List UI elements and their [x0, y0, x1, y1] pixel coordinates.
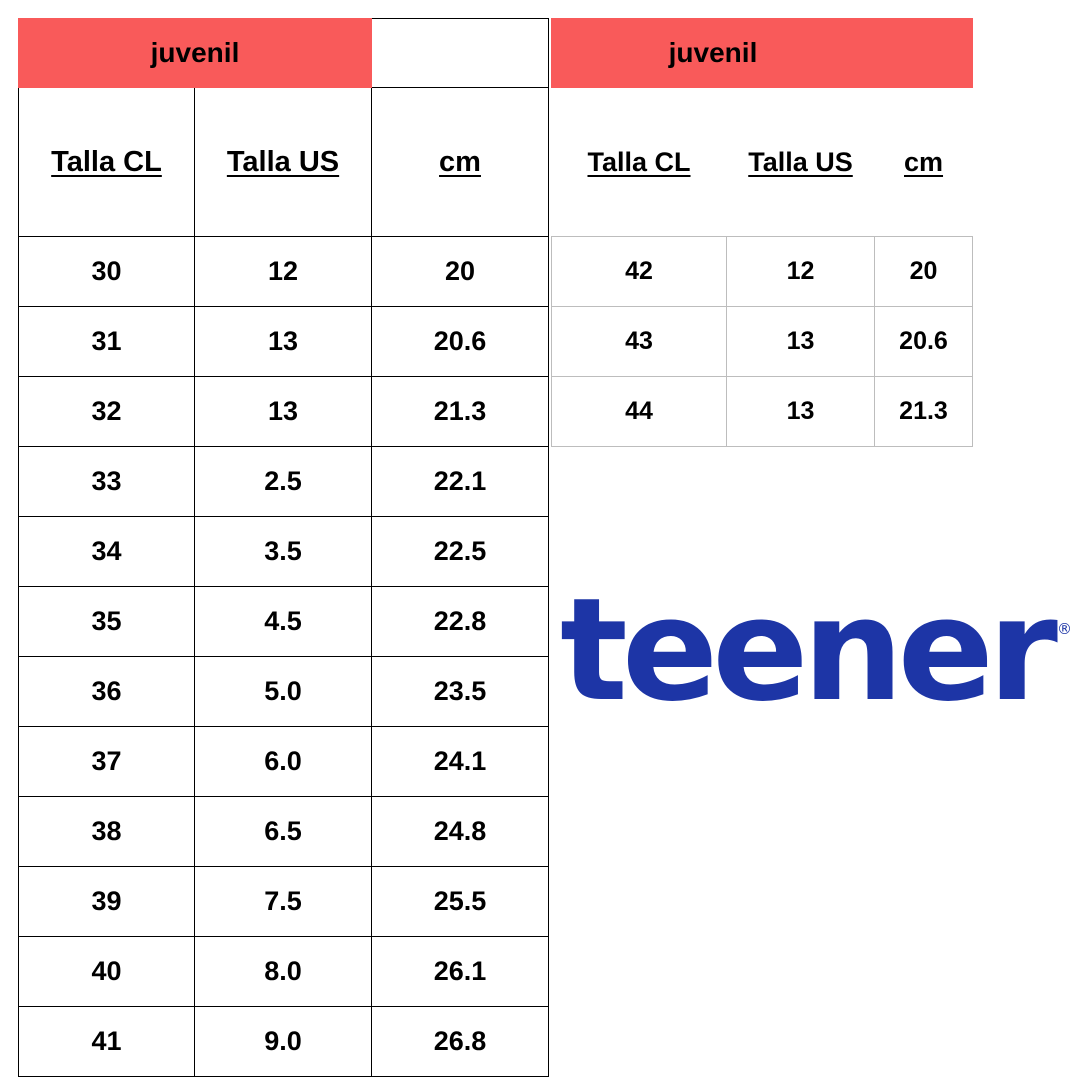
- cell-cm: 20: [372, 237, 549, 307]
- table-row: [19, 867, 549, 937]
- right-col-header-talla-cl: [552, 88, 727, 237]
- cell-cm: 24.8: [372, 797, 549, 867]
- right-col-header-cm: [875, 88, 973, 237]
- cell-talla-cl: 44: [552, 377, 727, 447]
- cell-talla-us: 13: [727, 307, 875, 377]
- size-table-left: [18, 18, 549, 1077]
- cell-talla-cl: 37: [19, 727, 195, 797]
- table-row: [19, 447, 549, 517]
- left-banner-title: juvenil: [19, 19, 372, 88]
- cell-talla-us: 5.0: [195, 657, 372, 727]
- table-row: [552, 19, 973, 88]
- cell-talla-cl: 31: [19, 307, 195, 377]
- left-col-header-talla-cl: [19, 88, 195, 237]
- right-col-header-cm-text: cm: [904, 146, 944, 177]
- cell-talla-us: 3.5: [195, 517, 372, 587]
- cell-talla-cl: 38: [19, 797, 195, 867]
- cell-cm: 25.5: [372, 867, 549, 937]
- cell-talla-cl: 36: [19, 657, 195, 727]
- cell-talla-cl: 30: [19, 237, 195, 307]
- cell-cm: 20: [875, 237, 973, 307]
- cell-talla-cl: 39: [19, 867, 195, 937]
- right-banner-blank: [875, 19, 973, 88]
- table-row: [19, 1007, 549, 1077]
- brand-wordmark: teener: [560, 568, 1052, 733]
- cell-talla-us: 2.5: [195, 447, 372, 517]
- cell-cm: 20.6: [875, 307, 973, 377]
- cell-talla-us: 13: [195, 307, 372, 377]
- cell-cm: 22.5: [372, 517, 549, 587]
- cell-talla-us: 4.5: [195, 587, 372, 657]
- right-banner-title: juvenil: [552, 19, 875, 88]
- left-col-header-talla-us: [195, 88, 372, 237]
- brand-logo: [560, 568, 1072, 740]
- cell-talla-cl: 34: [19, 517, 195, 587]
- cell-talla-us: 12: [727, 237, 875, 307]
- cell-talla-cl: 32: [19, 377, 195, 447]
- left-banner-blank: [372, 19, 549, 88]
- table-header-row: [552, 88, 973, 237]
- table-row: [19, 657, 549, 727]
- cell-talla-cl: 42: [552, 237, 727, 307]
- left-col-header-cm: [372, 88, 549, 237]
- cell-cm: 20.6: [372, 307, 549, 377]
- cell-talla-cl: 40: [19, 937, 195, 1007]
- cell-talla-us: 9.0: [195, 1007, 372, 1077]
- cell-cm: 21.3: [372, 377, 549, 447]
- cell-talla-us: 12: [195, 237, 372, 307]
- size-table-right: [551, 18, 973, 447]
- cell-talla-cl: 43: [552, 307, 727, 377]
- cell-cm: 22.8: [372, 587, 549, 657]
- table-row: [19, 307, 549, 377]
- right-col-header-talla-cl-text: Talla CL: [587, 146, 691, 177]
- cell-talla-us: 6.0: [195, 727, 372, 797]
- cell-cm: 23.5: [372, 657, 549, 727]
- table-row: [19, 237, 549, 307]
- left-col-header-talla-us-text: Talla US: [226, 145, 340, 178]
- table-row: [19, 377, 549, 447]
- cell-talla-cl: 35: [19, 587, 195, 657]
- table-row: [19, 587, 549, 657]
- table-row: [19, 517, 549, 587]
- table-row: [19, 19, 549, 88]
- registered-trademark-icon: ®: [1057, 620, 1072, 638]
- table-header-row: [19, 88, 549, 237]
- table-row: [552, 377, 973, 447]
- cell-cm: 26.8: [372, 1007, 549, 1077]
- table-row: [19, 797, 549, 867]
- table-row: [19, 727, 549, 797]
- right-col-header-talla-us-text: Talla US: [748, 146, 853, 177]
- cell-talla-us: 8.0: [195, 937, 372, 1007]
- table-row: [552, 307, 973, 377]
- left-col-header-talla-cl-text: Talla CL: [51, 145, 162, 178]
- cell-talla-us: 6.5: [195, 797, 372, 867]
- cell-cm: 24.1: [372, 727, 549, 797]
- left-col-header-cm-text: cm: [439, 145, 481, 178]
- cell-talla-us: 13: [195, 377, 372, 447]
- cell-cm: 21.3: [875, 377, 973, 447]
- right-col-header-talla-us: [727, 88, 875, 237]
- cell-cm: 22.1: [372, 447, 549, 517]
- cell-talla-us: 13: [727, 377, 875, 447]
- cell-talla-cl: 33: [19, 447, 195, 517]
- cell-talla-us: 7.5: [195, 867, 372, 937]
- cell-talla-cl: 41: [19, 1007, 195, 1077]
- cell-cm: 26.1: [372, 937, 549, 1007]
- table-row: [552, 237, 973, 307]
- table-row: [19, 937, 549, 1007]
